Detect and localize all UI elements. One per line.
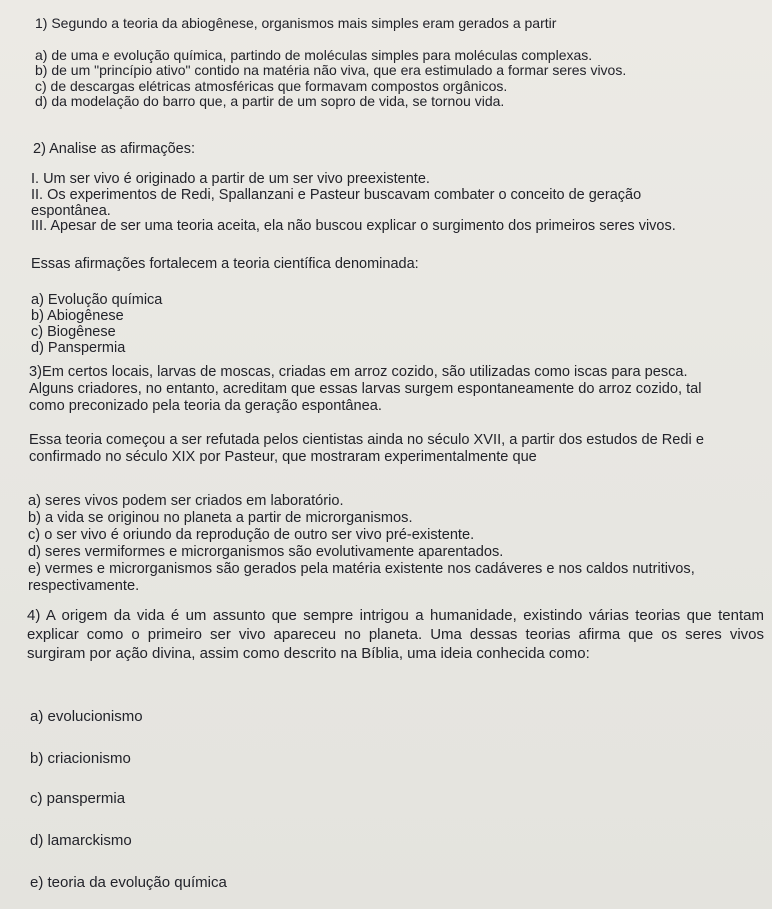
question-3-option-c: c) o ser vivo é oriundo da reprodução de outro ser vivo pré-existente. bbox=[28, 527, 475, 543]
question-3-line-3: como preconizado pela teoria da geração espontânea. bbox=[29, 398, 382, 414]
question-2-option-d: d) Panspermia bbox=[31, 340, 126, 356]
question-2-title: 2) Analise as afirmações: bbox=[33, 141, 195, 157]
question-3-line-2: Alguns criadores, no entanto, acreditam que essas larvas surgem espontaneamente do arroz cozido, tal bbox=[29, 381, 702, 397]
question-1-option-a: a) de uma e evolução química, partindo de moléculas simples para moléculas complexas. bbox=[35, 47, 593, 63]
question-4-option-b: b) criacionismo bbox=[30, 750, 131, 767]
question-1-option-c: c) de descargas elétricas atmosféricas que formavam compostos orgânicos. bbox=[35, 78, 508, 94]
question-3-option-b: b) a vida se originou no planeta a partir de microrganismos. bbox=[28, 510, 413, 526]
question-2-statement-2: II. Os experimentos de Redi, Spallanzani e Pasteur buscavam combater o conceito de geração bbox=[31, 187, 642, 203]
question-4-option-c: c) panspermia bbox=[30, 790, 126, 807]
question-2-option-c: c) Biogênese bbox=[31, 324, 116, 340]
question-3-option-e: e) vermes e microrganismos são gerados pela matéria existente nos cadáveres e nos caldos nutritivos, bbox=[28, 561, 695, 577]
question-1-title: 1) Segundo a teoria da abiogênese, organismos mais simples eram gerados a partir bbox=[35, 15, 557, 31]
question-1-option-d: d) da modelação do barro que, a partir de um sopro de vida, se tornou vida. bbox=[35, 93, 505, 109]
question-2-option-b: b) Abiogênese bbox=[31, 308, 124, 324]
question-2-statement-2-continued: espontânea. bbox=[31, 203, 111, 219]
question-3-line-1: 3)Em certos locais, larvas de moscas, criadas em arroz cozido, são utilizadas como iscas para pesca. bbox=[29, 364, 688, 380]
question-4-option-e: e) teoria da evolução química bbox=[30, 874, 227, 891]
question-4-option-d: d) lamarckismo bbox=[30, 832, 132, 849]
question-2-prompt: Essas afirmações fortalecem a teoria científica denominada: bbox=[31, 256, 419, 272]
question-2-statement-1: I. Um ser vivo é originado a partir de um ser vivo preexistente. bbox=[31, 171, 430, 187]
question-1-option-b: b) de um "princípio ativo" contido na matéria não viva, que era estimulado a formar seres vivos. bbox=[35, 62, 627, 78]
question-4-line-2: explicar como o primeiro ser vivo apareceu no planeta. Uma dessas teorias afirma que os seres vivos bbox=[27, 626, 764, 643]
question-3-context-line-1: Essa teoria começou a ser refutada pelos cientistas ainda no século XVII, a partir dos estudos de Redi e bbox=[29, 432, 704, 448]
question-3-option-d: d) seres vermiformes e microrganismos são evolutivamente aparentados. bbox=[28, 544, 504, 560]
question-4-line-1: 4) A origem da vida é um assunto que sempre intrigou a humanidade, existindo várias teorias que tentam bbox=[27, 607, 764, 624]
question-3-option-a: a) seres vivos podem ser criados em laboratório. bbox=[28, 493, 344, 509]
question-4-option-a: a) evolucionismo bbox=[30, 708, 143, 725]
question-3-context-line-2: confirmado no século XIX por Pasteur, que mostraram experimentalmente que bbox=[29, 449, 537, 465]
question-4-line-3: surgiram por ação divina, assim como descrito na Bíblia, uma ideia conhecida como: bbox=[27, 645, 590, 662]
question-2-option-a: a) Evolução química bbox=[31, 292, 163, 308]
question-2-statement-3: III. Apesar de ser uma teoria aceita, ela não buscou explicar o surgimento dos primeiros seres vivos. bbox=[31, 218, 676, 234]
question-3-option-e-continued: respectivamente. bbox=[28, 578, 140, 594]
